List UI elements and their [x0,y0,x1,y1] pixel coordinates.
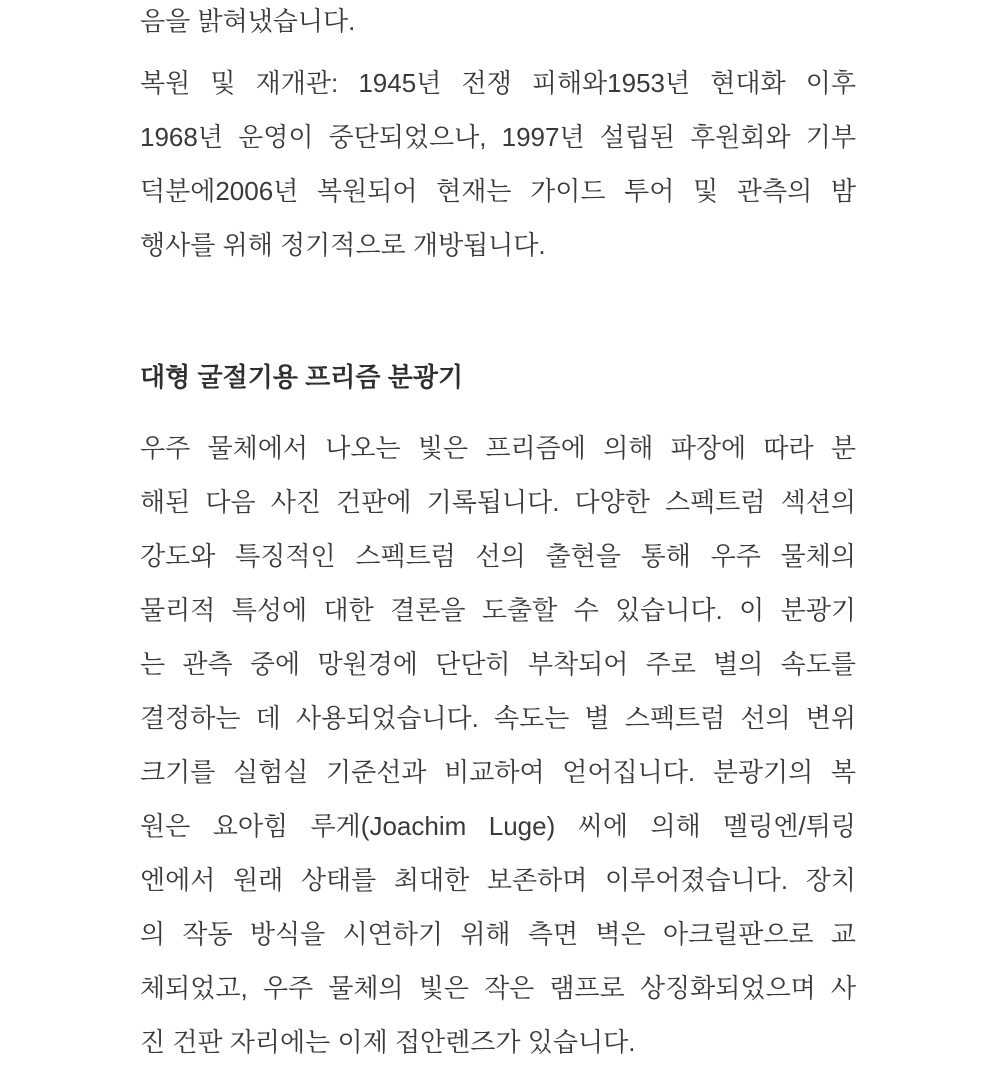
text-line: 진 건판 자리에는 이제 접안렌즈가 있습니다. [140,1027,636,1057]
text-line: 크기를 실험실 기준선과 비교하여 얻어집니다. 분광기의 복 [140,757,856,787]
text-line: 복원 및 재개관: 1945년 전쟁 피해와1953년 현대화 이후 [140,68,856,98]
text-line: 음을 밝혀냈습니다. [140,6,356,36]
text-line: 엔에서 원래 상태를 최대한 보존하며 이루어졌습니다. 장치 [140,865,856,895]
section-heading: 대형 굴절기용 프리즘 분광기 [140,362,464,392]
text-line: 해된 다음 사진 건판에 기록됩니다. 다양한 스펙트럼 섹션의 [140,487,856,517]
text-line: 원은 요아힘 루게(Joachim Luge) 씨에 의해 멜링엔/튀링 [140,811,856,841]
text-line: 행사를 위해 정기적으로 개방됩니다. [140,230,546,260]
paragraph-spectrograph [140,421,856,1069]
text-line: 체되었고, 우주 물체의 빛은 작은 램프로 상징화되었으며 사 [140,973,856,1003]
text-column [140,0,856,1069]
text-line: 는 관측 중에 망원경에 단단히 부착되어 주로 별의 속도를 [140,649,856,679]
paragraph-restoration [140,56,856,272]
text-line: 덕분에2006년 복원되어 현재는 가이드 투어 및 관측의 밤 [140,176,856,206]
text-line: 물리적 특성에 대한 결론을 도출할 수 있습니다. 이 분광기 [140,595,856,625]
text-line: 의 작동 방식을 시연하기 위해 측면 벽은 아크릴판으로 교 [140,919,856,949]
paragraph-previous-fragment [140,0,856,48]
text-line: 강도와 특징적인 스펙트럼 선의 출현을 통해 우주 물체의 [140,541,856,571]
text-line: 우주 물체에서 나오는 빛은 프리즘에 의해 파장에 따라 분 [140,433,856,463]
text-line: 1968년 운영이 중단되었으나, 1997년 설립된 후원회와 기부 [140,122,856,152]
text-line: 결정하는 데 사용되었습니다. 속도는 별 스펙트럼 선의 변위 [140,703,856,733]
